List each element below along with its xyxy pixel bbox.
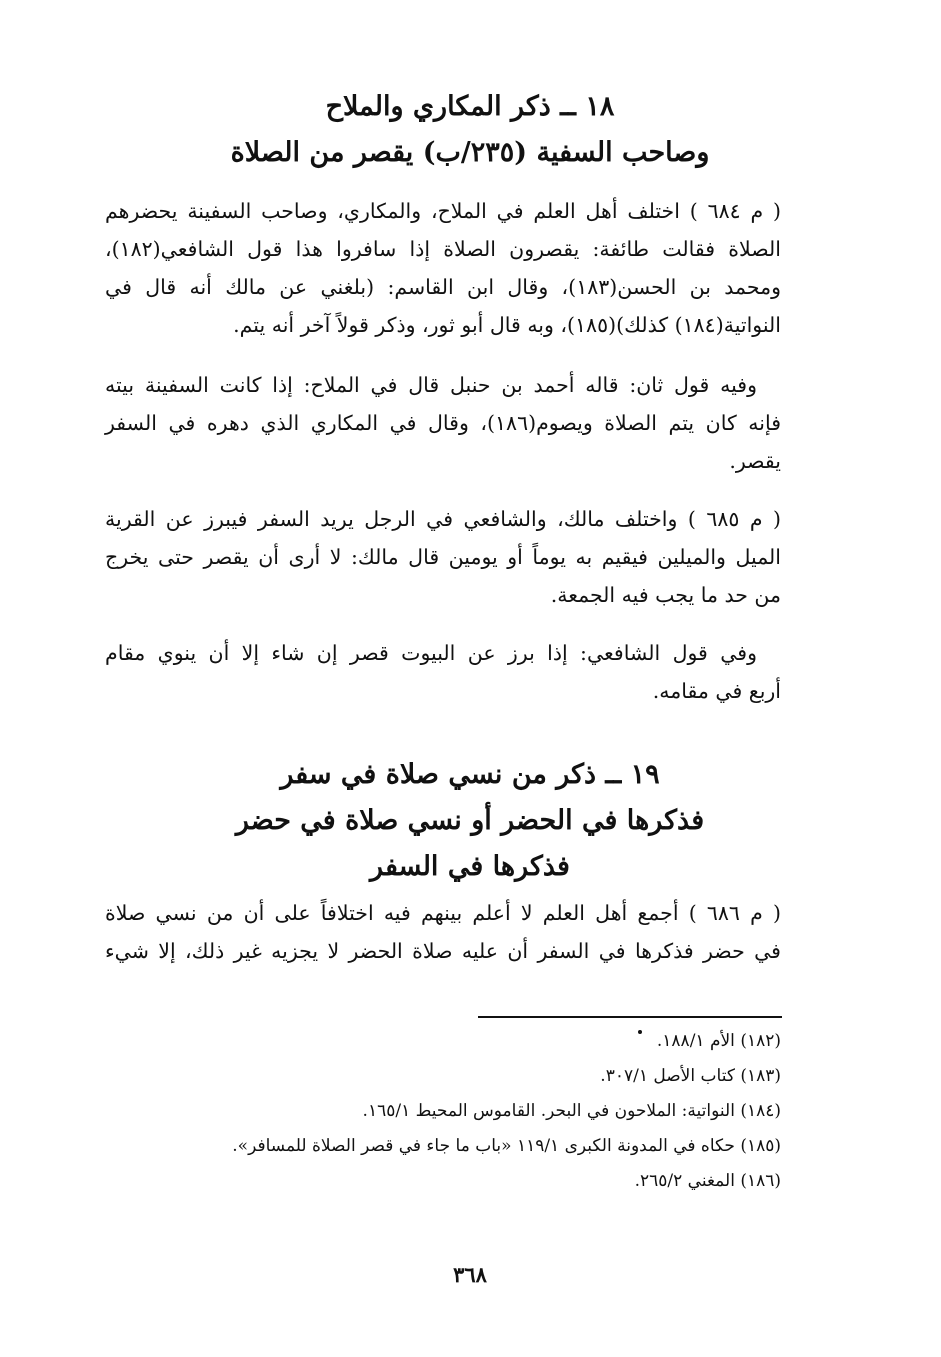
paragraph-second-opinion bbox=[105, 366, 781, 480]
paragraph-line: ( م ٦٨٦ ) أجمع أهل العلم لا أعلم بينهم فيه اختلافاً على أن من نسي صلاة bbox=[105, 901, 781, 925]
paragraph-line: من حد ما يجب فيه الجمعة. bbox=[550, 583, 781, 607]
section-19-title-line-2: فذكرها في الحضر أو نسي صلاة في حضر bbox=[235, 805, 705, 836]
footnote-185: (١٨٥) حكاه في المدونة الكبرى ١١٩/١ «باب ما جاء في قصر الصلاة للمسافر». bbox=[232, 1136, 781, 1156]
paragraph-line: النواتية(١٨٤) كذلك)(١٨٥)، وبه قال أبو ثور، وذكر قولاً آخر أنه يتم. bbox=[233, 313, 781, 337]
footnote-186: (١٨٦) المغني ٢٦٥/٢. bbox=[634, 1171, 781, 1191]
footnote-183: (١٨٣) كتاب الأصل ٣٠٧/١. bbox=[600, 1066, 781, 1086]
paragraph-shafii-opinion bbox=[105, 634, 781, 710]
footnote-184: (١٨٤) النواتية: الملاحون في البحر. القاموس المحيط ١٦٥/١. bbox=[362, 1101, 781, 1121]
paragraph-m686 bbox=[105, 894, 781, 970]
section-19-heading bbox=[150, 752, 790, 890]
paragraph-line: وفي قول الشافعي: إذا برز عن البيوت قصر إن شاء إلا أن ينوي مقام bbox=[105, 641, 757, 665]
section-19-title-line-1: ١٩ ــ ذكر من نسي صلاة في سفر bbox=[280, 759, 660, 790]
print-speck bbox=[638, 1030, 642, 1034]
paragraph-line: الميل والميلين فيقيم به يوماً أو يومين قال مالك: لا أرى أن يقصر حتى يخرج bbox=[105, 545, 781, 569]
footnote-182: (١٨٢) الأم ١٨٨/١. bbox=[656, 1031, 781, 1051]
section-18-heading bbox=[150, 84, 790, 176]
paragraph-line: في حضر فذكرها في السفر أن عليه صلاة الحضر لا يجزيه غير ذلك، إلا شيء bbox=[105, 939, 781, 963]
section-18-title-line-1: ١٨ ــ ذكر المكاري والملاح bbox=[325, 91, 615, 122]
paragraph-line: أربع في مقامه. bbox=[652, 679, 781, 703]
paragraph-line: الصلاة فقالت طائفة: يقصرون الصلاة إذا سافروا هذا قول الشافعي(١٨٢)، bbox=[105, 237, 781, 261]
paragraph-m685 bbox=[105, 500, 781, 614]
section-19-title-line-3: فذكرها في السفر bbox=[370, 851, 570, 882]
paragraph-line: فإنه كان يتم الصلاة ويصوم(١٨٦)، وقال في المكاري الذي دهره في السفر bbox=[105, 411, 781, 435]
paragraph-line: ومحمد بن الحسن(١٨٣)، وقال ابن القاسم: (بلغني عن مالك أنه قال في bbox=[105, 275, 781, 299]
paragraph-line: ( م ٦٨٥ ) واختلف مالك، والشافعي في الرجل يريد السفر فيبرز عن القرية bbox=[105, 507, 781, 531]
paragraph-line: يقصر. bbox=[729, 449, 781, 473]
footnotes bbox=[150, 1024, 781, 1199]
footnote-separator bbox=[478, 1016, 782, 1018]
paragraph-line: ( م ٦٨٤ ) اختلف أهل العلم في الملاح، والمكاري، وصاحب السفينة يحضرهم bbox=[105, 199, 781, 223]
section-18-title-line-2: وصاحب السفية (٢٣٥/ب) يقصر من الصلاة bbox=[230, 137, 710, 168]
paragraph-line: وفيه قول ثان: قاله أحمد بن حنبل قال في الملاح: إذا كانت السفينة بيته bbox=[105, 373, 757, 397]
page-number: ٣٦٨ bbox=[453, 1262, 487, 1287]
paragraph-m684 bbox=[105, 192, 781, 344]
